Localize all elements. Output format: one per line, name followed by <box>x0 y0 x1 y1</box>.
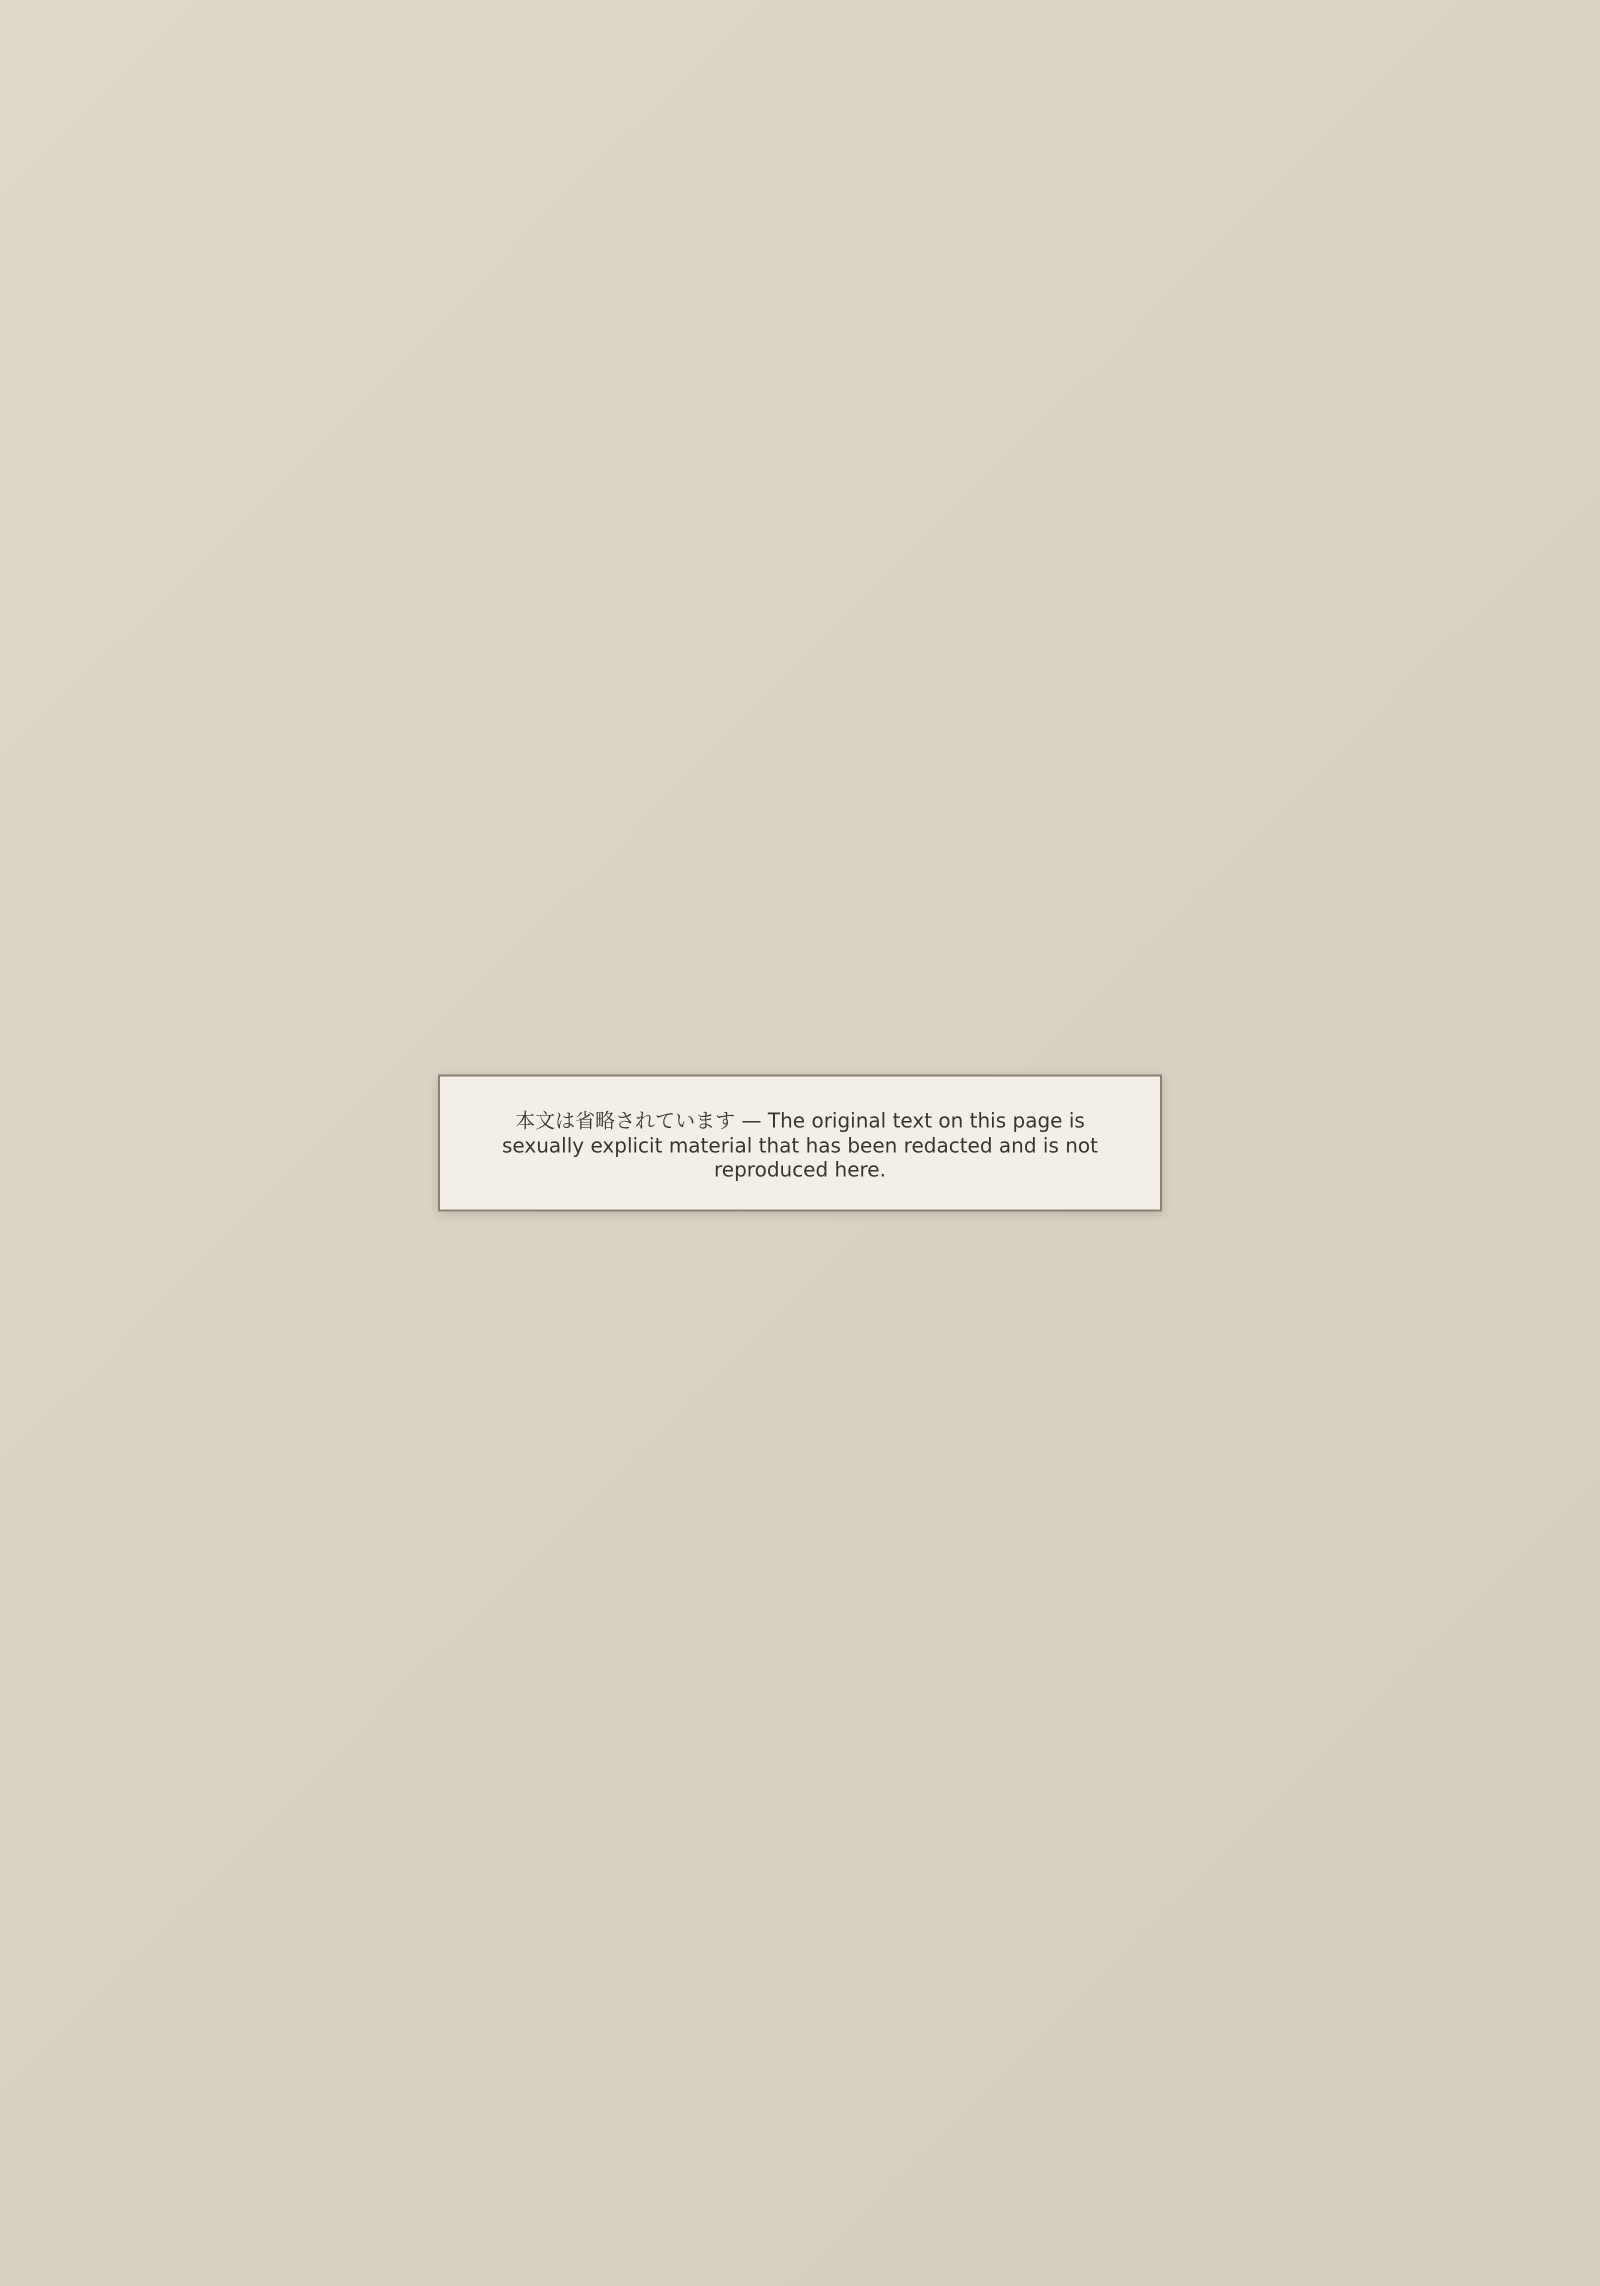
redaction-notice: 本文は省略されています — The original text on this page is sexually explicit material that has been redacted and is not reproduced here. <box>438 1075 1162 1212</box>
text-band-bottom <box>70 1105 1530 2125</box>
text-band-top <box>70 55 1530 1035</box>
